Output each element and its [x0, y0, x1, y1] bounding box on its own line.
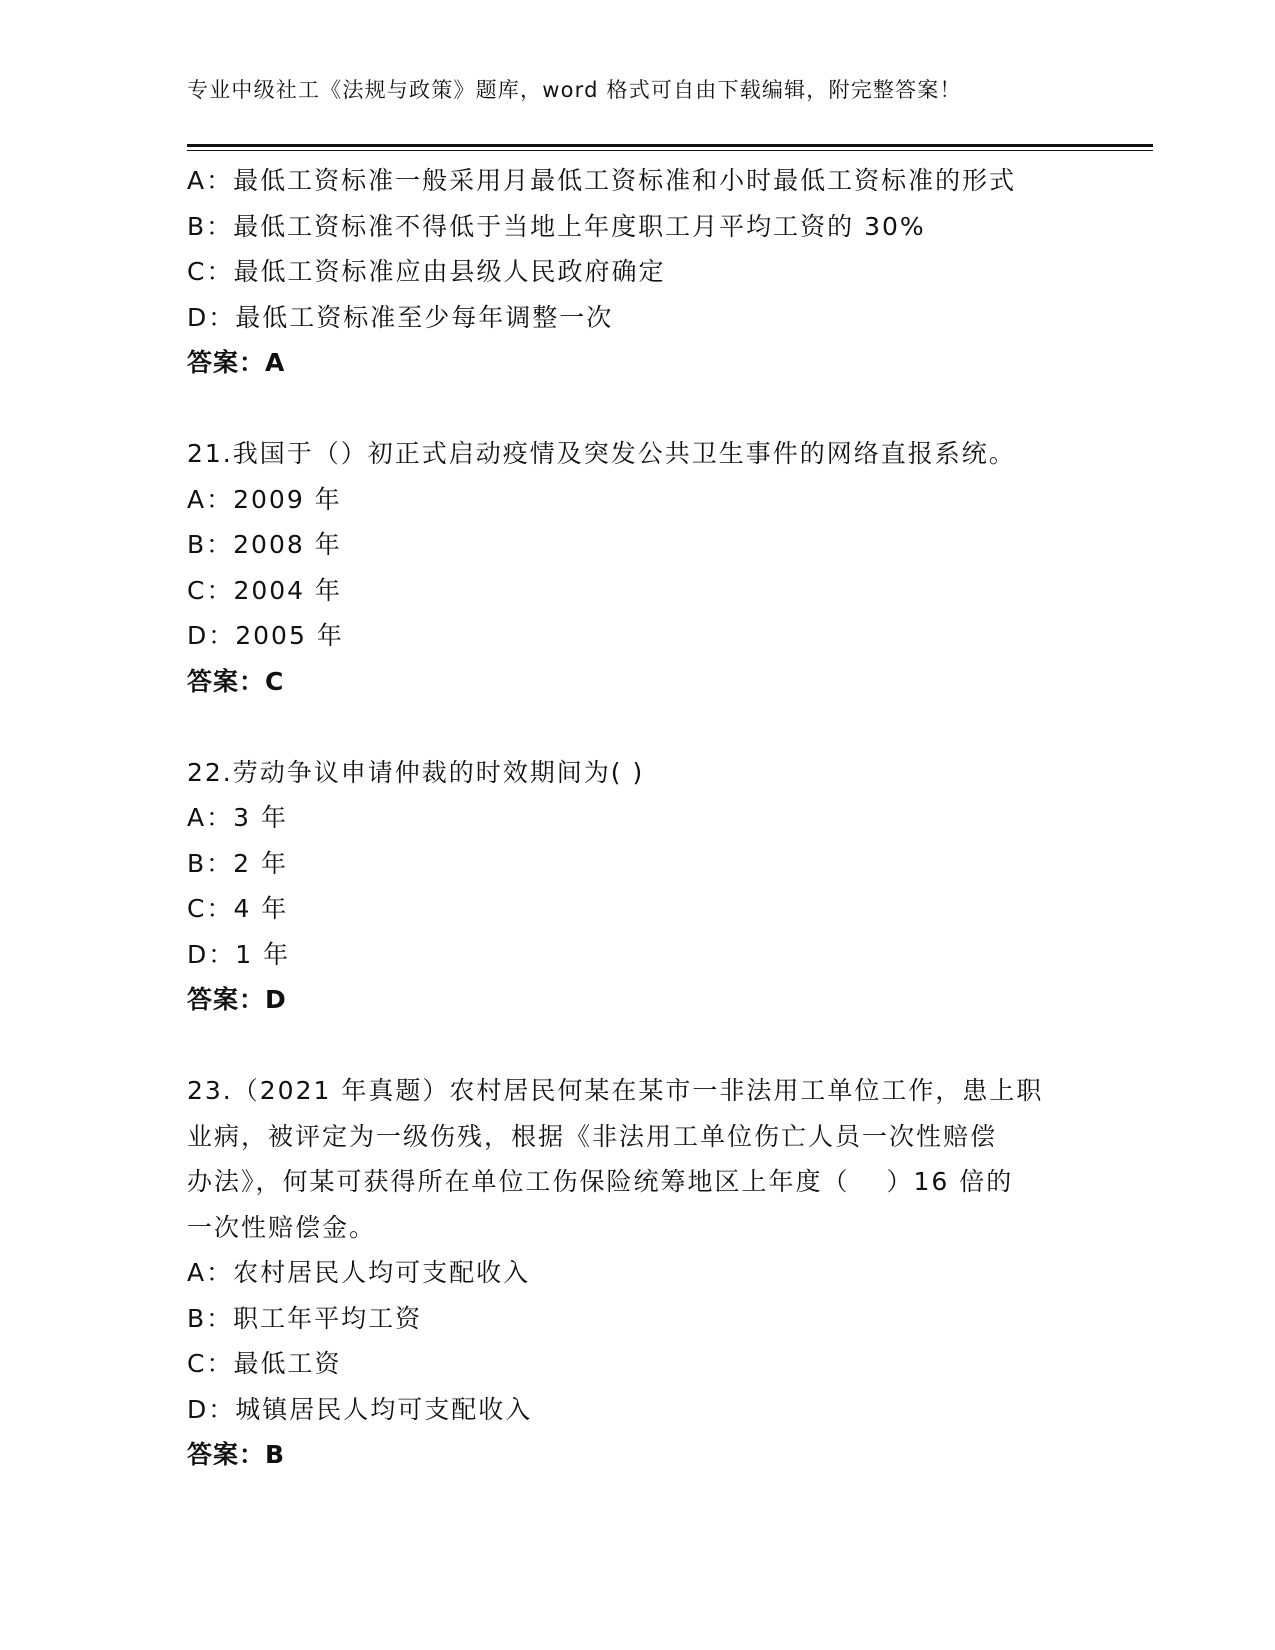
option-a: A：农村居民人均可支配收入 [187, 1258, 531, 1287]
answer: 答案：C [187, 666, 285, 696]
answer: 答案：D [187, 985, 287, 1014]
option-d: D：最低工资标准至少每年调整一次 [187, 302, 614, 332]
option-b: B：2 年 [187, 848, 289, 878]
option-b: B：最低工资标准不得低于当地上年度职工月平均工资的 30% [187, 211, 926, 241]
spacer [187, 704, 1087, 750]
header-rule-thick [187, 144, 1153, 147]
option-b: B：2008 年 [187, 530, 342, 559]
option-a: A：3 年 [187, 803, 288, 832]
question-text-line-4: 一次性赔偿金。 [187, 1212, 377, 1242]
option-d: D：2005 年 [187, 621, 344, 650]
header-rule-thin [187, 150, 1153, 151]
question-22-block [187, 750, 1087, 1023]
option-a: A：最低工资标准一般采用月最低工资标准和小时最低工资标准的形式 [187, 166, 1017, 195]
option-c: C：2004 年 [187, 575, 343, 605]
question-23-block [187, 1068, 1087, 1478]
question-text-line-3: 办法》，何某可获得所在单位工伤保险统筹地区上年度（ ）16 倍的 [187, 1167, 1014, 1196]
option-c: C：4 年 [187, 894, 289, 923]
option-d: D：城镇居民人均可支配收入 [187, 1394, 533, 1424]
question-text: 21.我国于（）初正式启动疫情及突发公共卫生事件的网络直报系统。 [187, 439, 1016, 468]
option-a: A：2009 年 [187, 484, 342, 514]
option-c: C：最低工资标准应由县级人民政府确定 [187, 257, 666, 286]
option-d: D：1 年 [187, 939, 291, 969]
question-20-block [187, 158, 1087, 386]
option-c: C：最低工资 [187, 1349, 342, 1378]
answer: 答案：B [187, 1440, 286, 1469]
spacer [187, 386, 1087, 432]
page-header: 专业中级社工《法规与政策》题库，word 格式可自由下载编辑，附完整答案！ [187, 78, 962, 102]
spacer [187, 1023, 1087, 1069]
question-text: 22.劳动争议申请仲裁的时效期间为( ) [187, 757, 645, 787]
question-text-line-1: 23.（2021 年真题）农村居民何某在某市一非法用工单位工作，患上职 [187, 1076, 1044, 1105]
answer: 答案：A [187, 348, 286, 377]
document-body [187, 158, 1087, 1478]
option-b: B：职工年平均工资 [187, 1303, 423, 1333]
question-text-line-2: 业病，被评定为一级伤残，根据《非法用工单位伤亡人员一次性赔偿 [187, 1121, 998, 1151]
question-21-block [187, 431, 1087, 704]
